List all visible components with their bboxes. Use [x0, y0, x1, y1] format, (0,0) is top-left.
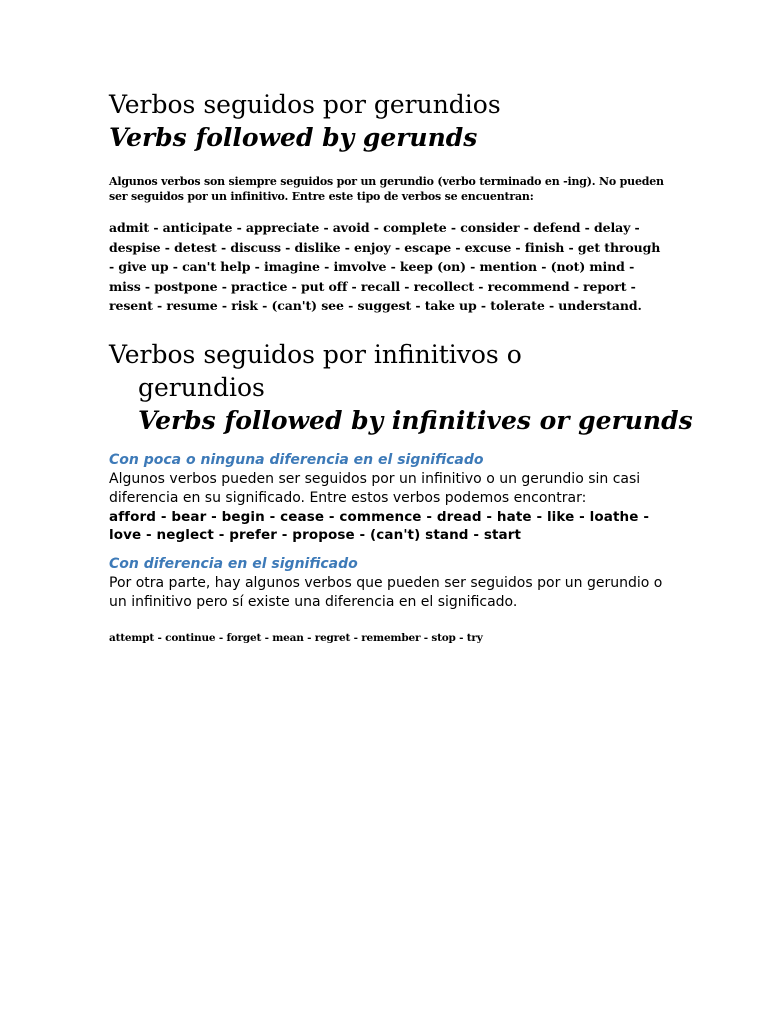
section1-verb-list: admit - anticipate - appreciate - avoid - complete - consider - defend - delay - despise - detest - discuss - dislike - enjoy - escape - excuse - finish - get through - give up - can't help - imagine - imvolve - keep (on) - mention - (not) mind - miss - postpone - practice - put off - recall - recollect - recommend - report - resent - resume - risk - (can't) see - suggest - take up - tolerate - understand. [109, 220, 661, 314]
section2-title-english: Verbs followed by infinitives or gerunds [138, 405, 693, 435]
subsection1-verb-list: afford - bear - begin - cease - commence - dread - hate - like - loathe - love - neglect - prefer - propose - (can't) stand - start [109, 508, 650, 544]
section2-title-spanish-line1: Verbos seguidos por infinitivos o [109, 339, 522, 369]
subsection2-heading: Con diferencia en el significado [109, 555, 358, 572]
section-infinitives-or-gerunds [109, 338, 693, 645]
section-gerunds [109, 88, 669, 316]
subsection2-verb-list: attempt - continue - forget - mean - regret - remember - stop - try [109, 631, 483, 644]
section1-title-spanish: Verbos seguidos por gerundios [109, 90, 501, 119]
subsection1-text: Algunos verbos pueden ser seguidos por un infinitivo o un gerundio sin casi diferencia en su significado. Entre estos verbos podemos encontrar: [109, 470, 641, 506]
subsection2-text: Por otra parte, hay algunos verbos que pueden ser seguidos por un gerundio o un infinitivo pero sí existe una diferencia en el significado. [109, 574, 663, 610]
section1-intro: Algunos verbos son siempre seguidos por un gerundio (verbo terminado en -ing). No pueden ser seguidos por un infinitivo. Entre este tipo de verbos se encuentran: [109, 175, 664, 203]
section1-title-english: Verbs followed by gerunds [109, 123, 478, 152]
section2-title-spanish-line2: gerundios [138, 372, 265, 402]
subsection1-heading: Con poca o ninguna diferencia en el significado [109, 451, 484, 468]
document-page [109, 88, 693, 645]
